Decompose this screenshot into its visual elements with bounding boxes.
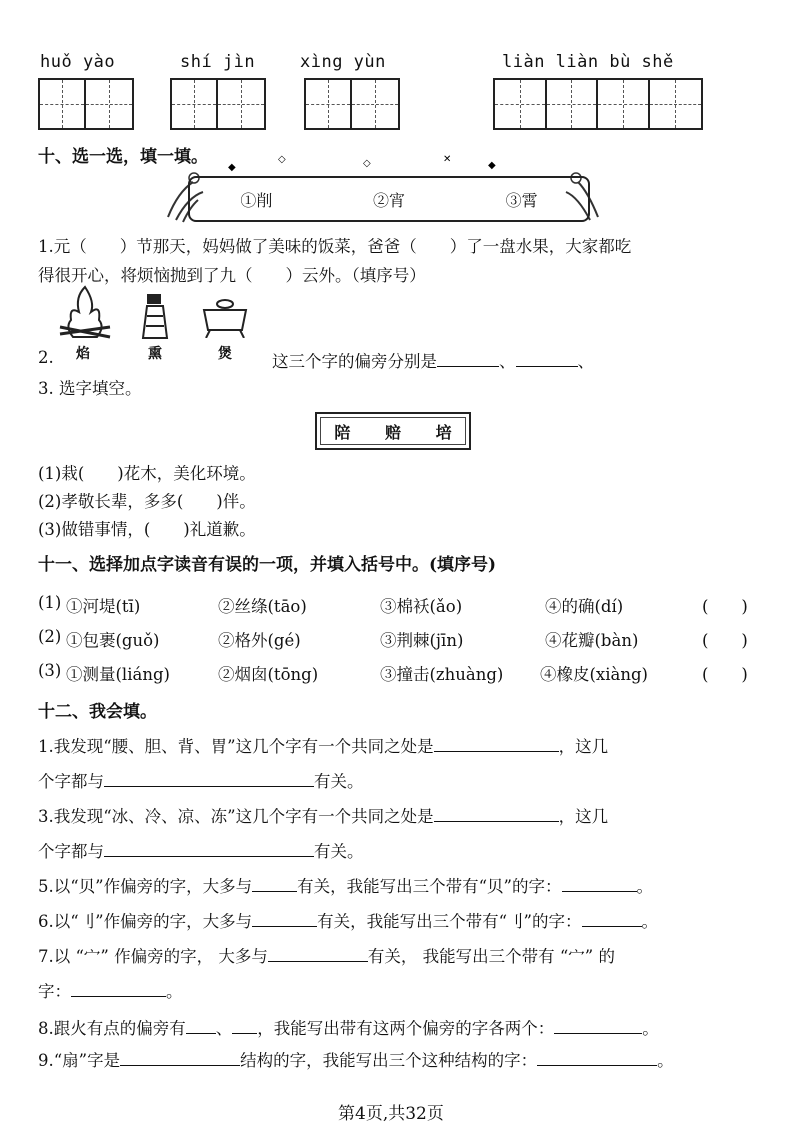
q12-3-line2 [38, 838, 364, 862]
q12-9-c: 。 [657, 1051, 674, 1070]
q12-3-line1 [38, 803, 608, 827]
option-box [188, 176, 590, 222]
row2-item1: ①包裹(guǒ) [66, 631, 160, 650]
q1-line2: 得很开心，将烦恼抛到了九（ ）云外。（填序号） [38, 266, 426, 285]
writing-grid-2[interactable] [170, 78, 266, 130]
writing-grid-4[interactable] [493, 78, 703, 130]
q12-6-a: 6.以“刂”作偏旁的字，大多与 [38, 912, 253, 931]
row2-num: (2) [38, 627, 62, 646]
q12-3-text2: 个字都与 [38, 842, 104, 861]
svg-text:✕: ✕ [443, 154, 452, 165]
blank[interactable] [71, 982, 166, 997]
q12-3-tail2: 有关。 [314, 842, 364, 861]
row1-num: (1) [38, 593, 62, 612]
word-box [315, 412, 471, 450]
blank[interactable] [516, 352, 578, 367]
row3-item2: ②烟囱(tōng) [218, 665, 319, 684]
row1-item3: ③棉袄(ǎo) [380, 597, 463, 616]
writing-grid-1[interactable] [38, 78, 134, 130]
blank[interactable] [268, 947, 368, 962]
row1-item4: ④的确(dí) [545, 597, 624, 616]
pic-char-2: 熏 [148, 346, 162, 362]
row3-item3: ③撞击(zhuàng) [380, 665, 504, 684]
blank[interactable] [252, 912, 317, 927]
q12-6-c: 。 [641, 912, 658, 931]
pinyin-2: shí jìn [180, 52, 256, 72]
q12-9-b: 结构的字，我能写出三个这种结构的字： [240, 1051, 538, 1070]
q1-line1: 1.元（ ）节那天，妈妈做了美味的饭菜，爸爸（ ）了一盘水果，大家都吃 [38, 237, 632, 256]
q12-8-a: 8.跟火有点的偏旁有 [38, 1019, 186, 1038]
q12-8-c: ，我能写出带有这两个偏旁的字各两个： [257, 1019, 555, 1038]
q12-1-text2: 个字都与 [38, 772, 104, 791]
option-3: ③霄 [505, 190, 538, 210]
blank[interactable] [186, 1019, 216, 1034]
blank[interactable] [252, 877, 297, 892]
row3-answer[interactable]: ( ) [702, 665, 748, 684]
q12-7-line1 [38, 943, 615, 967]
svg-text:◇: ◇ [363, 158, 371, 169]
row3-item1: ①测量(liáng) [66, 665, 170, 684]
svg-text:◆: ◆ [228, 162, 236, 173]
word-3: 培 [435, 422, 452, 442]
fire-picture [55, 282, 115, 342]
q12-6 [38, 908, 658, 932]
q2-prefix: 2. [38, 348, 54, 367]
row2-item4: ④花瓣(bàn) [545, 631, 639, 650]
q12-5-a: 5.以“贝”作偏旁的字，大多与 [38, 877, 253, 896]
q12-7-a: 7.以 “宀” 作偏旁的字， 大多与 [38, 947, 268, 966]
row1-item1: ①河堤(tī) [66, 597, 141, 616]
blank[interactable] [104, 772, 314, 787]
blank[interactable] [232, 1019, 257, 1034]
q12-8-b: 、 [215, 1019, 233, 1038]
q12-9-a: 9.“扇”字是 [38, 1051, 121, 1070]
writing-grid-3[interactable] [304, 78, 400, 130]
section10-title: 十、选一选，填一填。 [38, 147, 208, 167]
row3-num: (3) [38, 661, 62, 680]
blank[interactable] [537, 1051, 657, 1066]
blank[interactable] [434, 807, 559, 822]
q12-5-b: 有关，我能写出三个带有“贝”的字： [297, 877, 562, 896]
row1-answer[interactable]: ( ) [702, 597, 748, 616]
row2-item2: ②格外(gé) [218, 631, 301, 650]
word-1: 陪 [334, 422, 351, 442]
pic-char-1: 焰 [76, 346, 90, 362]
pinyin-4: liàn liàn bù shě [502, 52, 674, 72]
pic-char-3: 煲 [218, 346, 232, 362]
incense-picture [135, 290, 175, 342]
row2-item3: ③荆棘(jīn) [380, 631, 464, 650]
blank[interactable] [562, 877, 637, 892]
option-banner [188, 154, 590, 224]
q12-7-c: 字： [38, 982, 71, 1001]
row2-answer[interactable]: ( ) [702, 631, 748, 650]
q12-8-d: 。 [642, 1019, 659, 1038]
q12-7-line2 [38, 978, 183, 1002]
q12-6-b: 有关，我能写出三个带有“刂”的字： [317, 912, 582, 931]
q12-7-b: 有关， 我能写出三个带有 “宀” 的 [367, 947, 615, 966]
q2-sep1: 、 [499, 352, 516, 371]
row3-item4: ④橡皮(xiàng) [540, 665, 648, 684]
row1-item2: ②丝绦(tāo) [218, 597, 307, 616]
q2-line [272, 348, 594, 372]
q12-3-tail: ，这几 [558, 807, 609, 826]
q12-8 [38, 1015, 659, 1039]
fill-1: (1)栽( )花木，美化环境。 [38, 464, 256, 483]
q12-9 [38, 1047, 674, 1071]
q12-1-tail: ，这几 [558, 737, 609, 756]
q12-1-line1 [38, 733, 608, 757]
q12-7-d: 。 [166, 982, 183, 1001]
blank[interactable] [104, 842, 314, 857]
blank[interactable] [582, 912, 642, 927]
svg-text:◇: ◇ [278, 154, 286, 165]
q12-5 [38, 873, 653, 897]
q12-3-text: 3.我发现“冰、冷、凉、冻”这几个字有一个共同之处是 [38, 807, 434, 826]
option-2: ②宵 [372, 190, 405, 210]
word-2: 赔 [384, 422, 401, 442]
blank[interactable] [437, 352, 499, 367]
q12-1-line2 [38, 768, 364, 792]
fill-3: (3)做错事情，( )礼道歉。 [38, 520, 256, 539]
q12-1-tail2: 有关。 [314, 772, 364, 791]
pinyin-1: huǒ yào [40, 52, 116, 72]
blank[interactable] [434, 737, 559, 752]
pinyin-3: xìng yùn [300, 52, 386, 72]
q3-title: 3. 选字填空。 [38, 379, 142, 398]
q2-sep2: 、 [577, 352, 594, 371]
option-1: ①削 [240, 190, 273, 210]
q12-5-c: 。 [636, 877, 653, 896]
blank[interactable] [120, 1051, 240, 1066]
page-footer: 第4页,共32页 [338, 1104, 444, 1124]
section12-title: 十二、我会填。 [38, 702, 157, 722]
q2-text: 这三个字的偏旁分别是 [272, 352, 437, 371]
fill-2: (2)孝敬长辈，多多( )伴。 [38, 492, 256, 511]
svg-text:◆: ◆ [488, 160, 496, 171]
pot-picture [200, 294, 250, 338]
q12-1-text: 1.我发现“腰、胆、背、胃”这几个字有一个共同之处是 [38, 737, 434, 756]
section11-title: 十一、选择加点字读音有误的一项，并填入括号中。(填序号) [38, 555, 497, 575]
blank[interactable] [554, 1019, 642, 1034]
